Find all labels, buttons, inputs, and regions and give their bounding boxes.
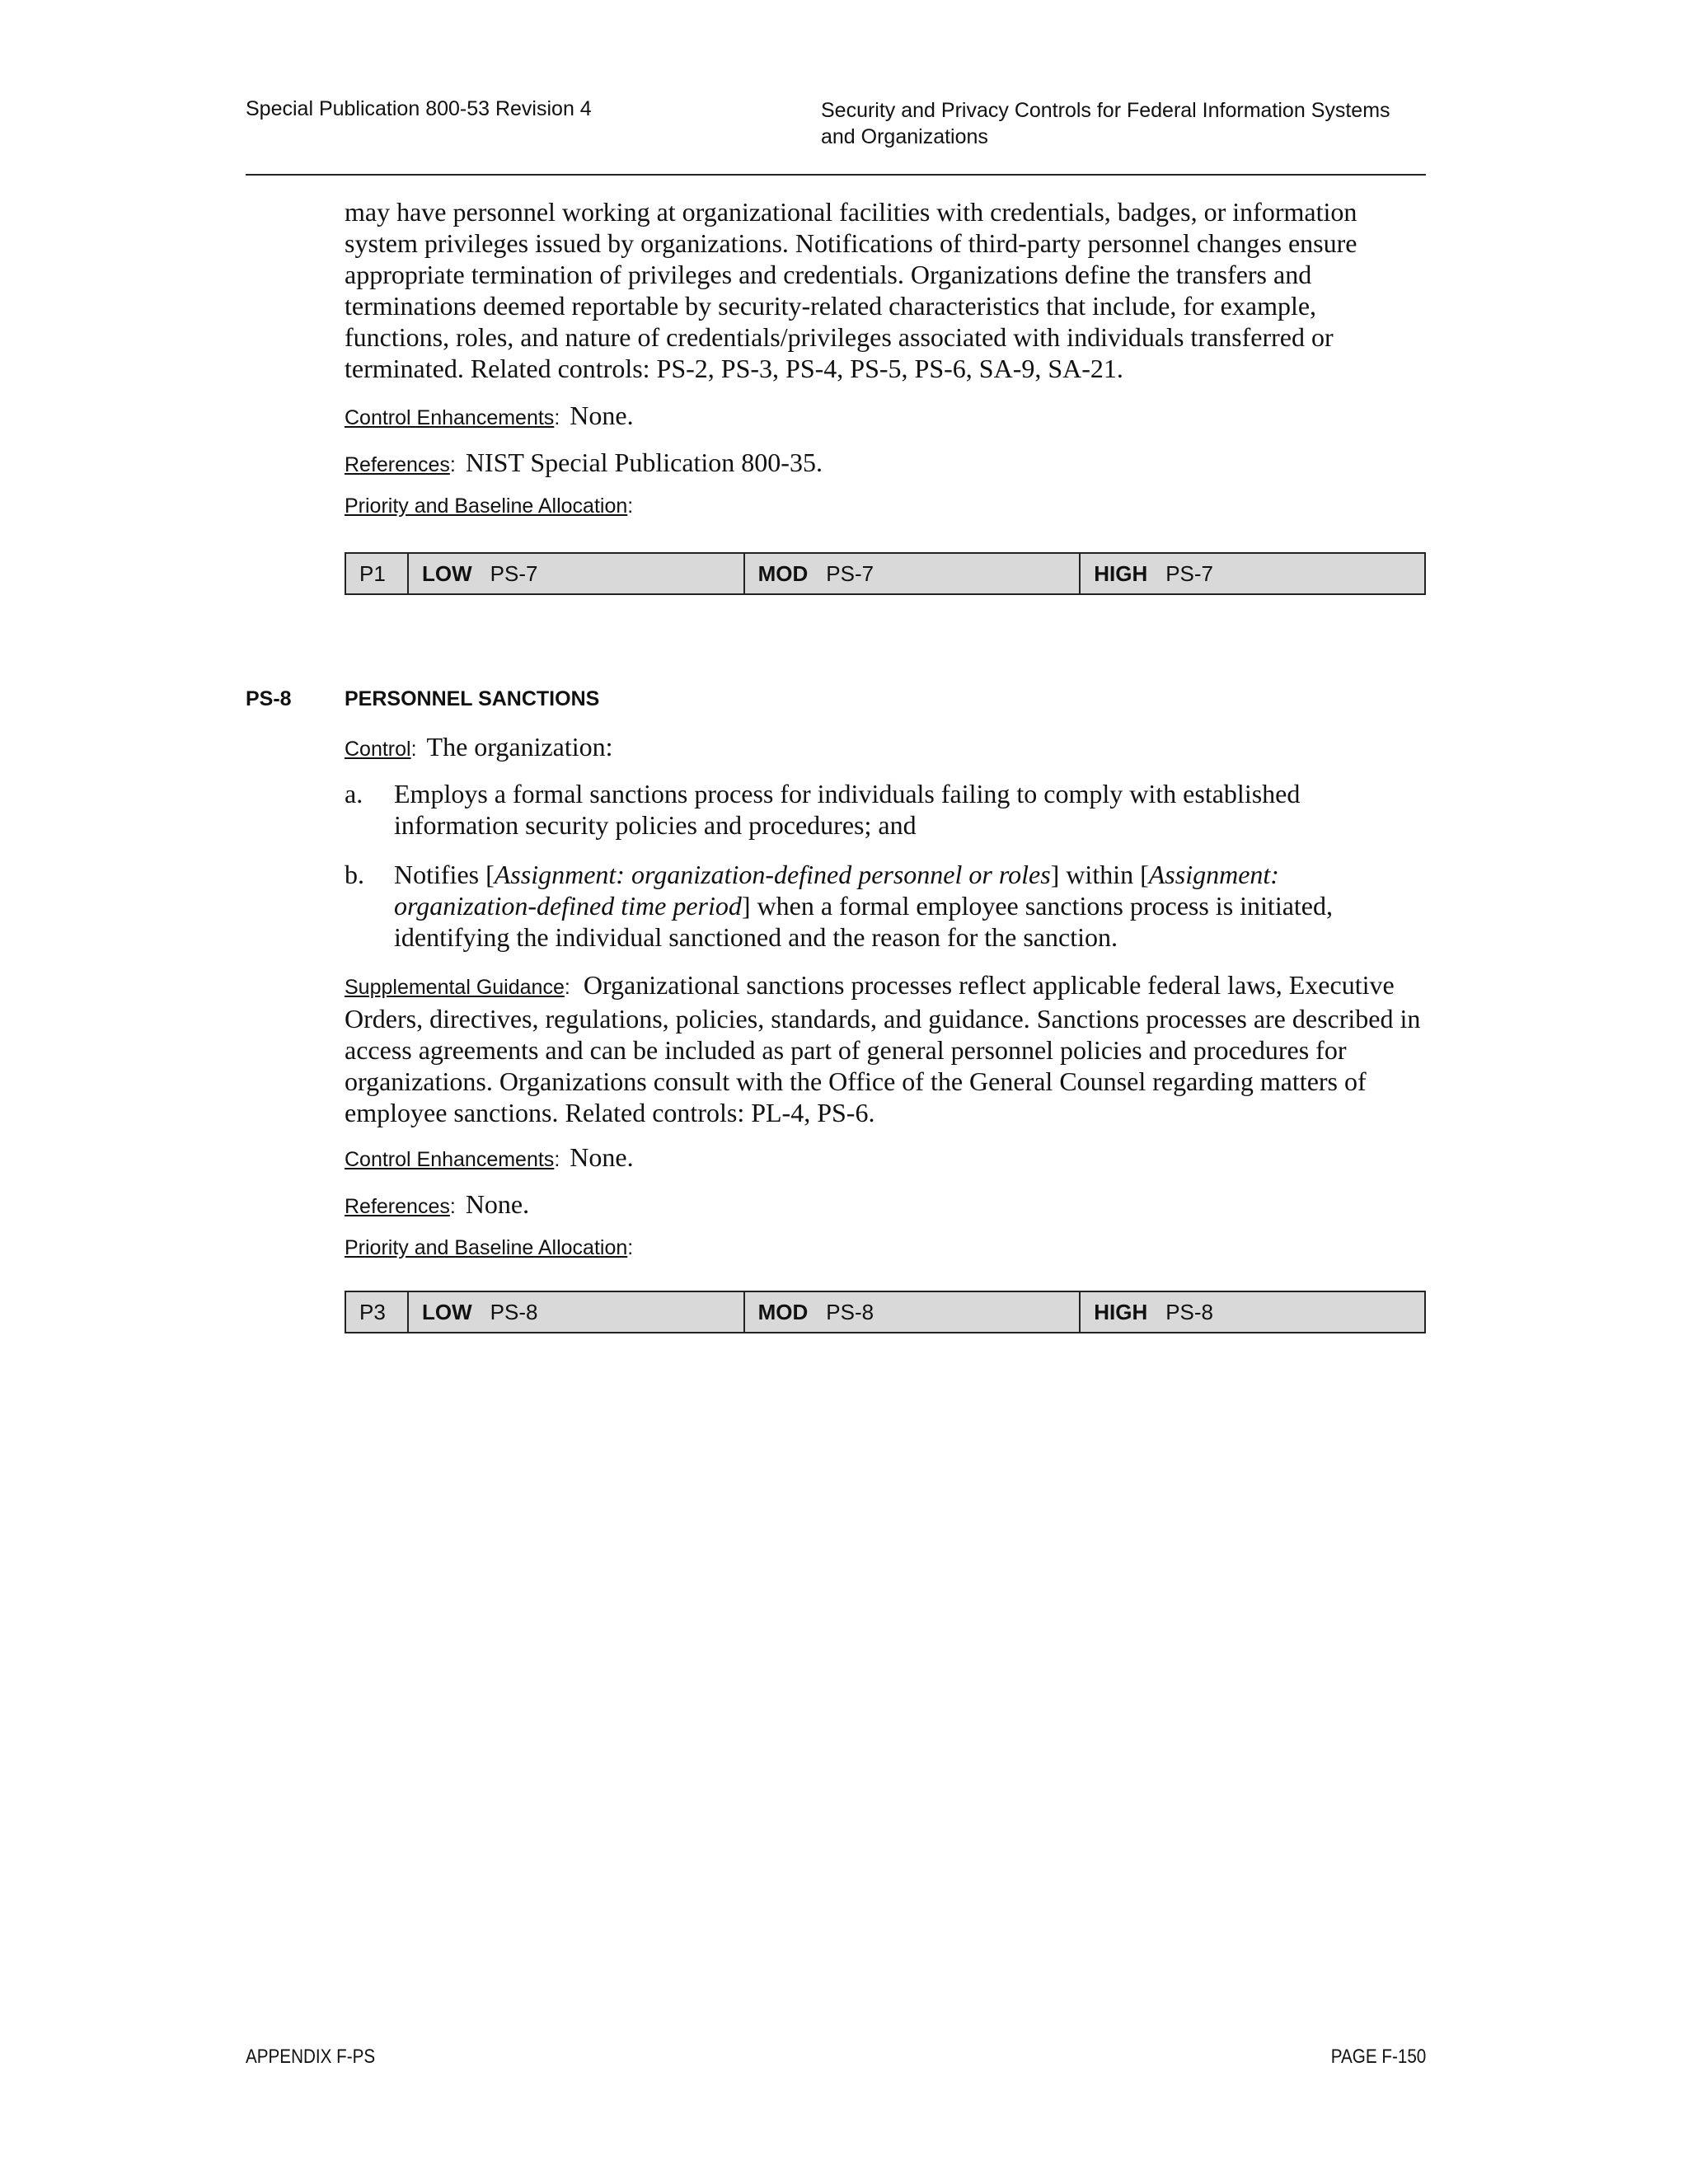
ps8-mod-cell: [744, 1291, 1081, 1333]
ps8-item-b-post: ] when a formal employee sanctions process is initiated, identifying the individual sanctioned and the reason for the sanction.: [394, 891, 1333, 952]
ps8-prio-label: Priority and Baseline Allocation: [345, 1236, 628, 1259]
ps8-mod-label: MOD: [757, 1299, 809, 1324]
ps7-enh-label: Control Enhancements: [345, 406, 555, 429]
ps7-priority-cell: P1: [345, 553, 408, 594]
ps8-enh-value: None.: [570, 1142, 634, 1172]
ps8-allocation-row: [345, 1291, 1425, 1333]
ps7-ref-value: NIST Special Publication 800-35.: [465, 448, 823, 477]
ps8-high-value: PS-8: [1165, 1299, 1214, 1324]
ps8-low-value: PS-8: [490, 1299, 538, 1324]
ps7-high-value: PS-7: [1165, 560, 1214, 586]
ps8-sg-label: Supplemental Guidance: [345, 976, 565, 999]
ps8-mod-value: PS-8: [826, 1299, 874, 1324]
ps8-references: References: None.: [345, 1189, 530, 1219]
ps8-item-b-text: [394, 859, 1426, 953]
ps7-low-value: PS-7: [490, 560, 538, 586]
header-title-line1: Security and Privacy Controls for Federal Information Systems: [821, 99, 1390, 122]
ps8-ref-value: None.: [465, 1189, 530, 1219]
ps7-high-label: HIGH: [1094, 560, 1148, 586]
ps7-priority-baseline: Priority and Baseline Allocation:: [345, 494, 634, 518]
ps7-low-label: LOW: [422, 560, 472, 586]
ps7-continuation-text: may have personnel working at organizational facilities with credentials, badges, or information system privileges issued by organizations. Notifications of third-party personnel changes ensure appropriate termination of privileges and credentials. Organizations define the transfers and terminations deemed reportable by security-related characteristics that include, for example, functions, roles, and nature of credentials/privileges associated with individuals transferred or terminated. Related controls: PS-2, PS-3, PS-4, PS-5, PS-6, SA-9, SA-21.: [345, 197, 1357, 383]
ps8-ref-label: References: [345, 1195, 450, 1218]
ps7-high-cell: [1080, 553, 1425, 594]
ps8-low-label: LOW: [422, 1299, 472, 1324]
footer-appendix: APPENDIX F-PS: [246, 2046, 376, 2068]
ps8-high-label: HIGH: [1094, 1299, 1148, 1324]
ps8-low-cell: [408, 1291, 744, 1333]
ps8-supplemental-guidance: Supplemental Guidance: Organizational sanctions processes reflect applicable federal laws, Executive Orders, directives, regulations, policies, standards, and guidance. Sanctions processes are described in access agreements and can be included as part of general personnel policies and procedures for organizations. Organizations consult with the Office of the General Counsel regarding matters of employee sanctions. Related controls: PL-4, PS-6.: [345, 970, 1421, 1127]
page-header: [246, 97, 1424, 155]
ps8-item-a-text: Employs a formal sanctions process for individuals failing to comply with established information security policies and procedures; and: [394, 779, 1301, 840]
header-document-title: [821, 97, 1390, 150]
ps7-mod-cell: [744, 553, 1081, 594]
ps8-control-title: PERSONNEL SANCTIONS: [345, 687, 600, 710]
ps8-control-number: PS-8: [246, 687, 292, 710]
ps8-high-cell: [1080, 1291, 1425, 1333]
ps8-sg-text: Organizational sanctions processes reflect applicable federal laws, Executive Orders, directives, regulations, policies, standards, and guidance. Sanctions processes are described in access agreements and can be included as part of general personnel policies and procedures for organizations. Organizations consult with the Office of the General Counsel regarding matters of employee sanctions. Related controls: PL-4, PS-6.: [345, 970, 1421, 1127]
ps7-low-cell: [408, 553, 744, 594]
ps7-prio-label: Priority and Baseline Allocation: [345, 494, 628, 518]
header-title-line2: and Organizations: [821, 125, 988, 148]
footer-page-number: PAGE F-150: [1330, 2046, 1426, 2068]
ps8-assignment-personnel: Assignment: organization-defined personnel or roles: [494, 860, 1051, 889]
ps7-control-enhancements: Control Enhancements: None.: [345, 401, 634, 430]
ps7-enh-value: None.: [570, 401, 634, 430]
ps7-ref-label: References: [345, 453, 450, 476]
ps8-control-label: Control: [345, 738, 411, 761]
header-divider: [246, 174, 1426, 176]
ps8-priority-cell: P3: [345, 1291, 408, 1333]
ps7-allocation-table: [345, 552, 1426, 595]
ps8-item-a-marker: a.: [345, 779, 363, 808]
ps8-assignment-time-period: Assignment: organization-defined time period: [394, 860, 1279, 921]
ps8-control-statement: Control: The organization:: [345, 732, 613, 762]
header-publication: Special Publication 800-53 Revision 4: [246, 97, 592, 120]
ps7-references: References: NIST Special Publication 800-35.: [345, 448, 823, 477]
ps8-item-b-pre: Notifies [: [394, 860, 495, 889]
ps8-control-enhancements: Control Enhancements: None.: [345, 1142, 634, 1172]
ps8-item-b-mid: ] within [: [1050, 860, 1149, 889]
ps7-supplemental-continuation: [345, 196, 1426, 384]
ps7-mod-value: PS-7: [826, 560, 874, 586]
ps8-item-b: [345, 859, 1426, 953]
ps7-mod-label: MOD: [757, 560, 809, 586]
ps8-priority-baseline: Priority and Baseline Allocation:: [345, 1236, 634, 1259]
ps8-enh-label: Control Enhancements: [345, 1148, 555, 1171]
ps8-item-b-marker: b.: [345, 860, 364, 889]
ps7-allocation-row: [345, 553, 1425, 594]
ps8-control-value: The organization:: [426, 732, 613, 762]
ps8-allocation-table: [345, 1291, 1426, 1333]
ps8-item-a: [345, 778, 1426, 841]
